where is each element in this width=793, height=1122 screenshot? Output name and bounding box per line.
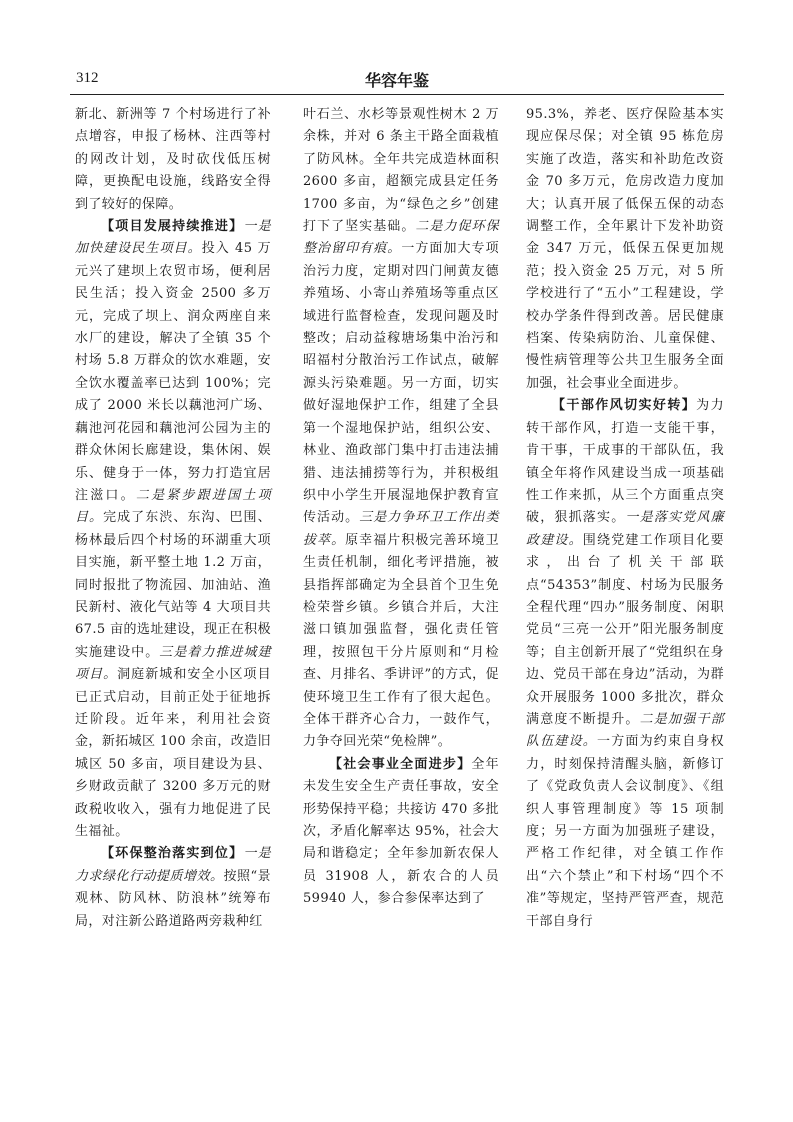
- paragraph-text: 完成了东渋、东沟、巴围、杨林最后四个村场的环湖重大项目实施，新平整土地 1.2 万亩，同时报批了物流园、加油站、渔民新村、液化气站等 4 大项目共 67.5 亩的选址建设，现正在积极实施建设中。: [75, 510, 271, 660]
- section-heading: 【干部作风切实好转】: [552, 398, 697, 414]
- paragraph-text: 按照“景观林、防风林、防浪林”统筹布局，对注新公路道路两旁栽种红: [75, 868, 272, 929]
- paragraph: [75, 104, 271, 216]
- page-header: [70, 66, 724, 92]
- paragraph-text: 洞庭新城和安全小区项目已正式启动，目前正处于征地拆迁阶段。近年来，利用社会资金，新拓城区 100 余亩，改造旧城区 50 多亩，项目建设为县、乡财政贡献了 3200 多万元的财政税收收入，强有力地促进了民生福祉。: [75, 667, 271, 839]
- text-column-2: [303, 104, 499, 911]
- paragraph-text: 叶石兰、水杉等景观性树木 2 万余株，并对 6 条主干路全面栽植了防风林。全年共完成造林面积 2600 多亩，超额完成县定任务 1700 多亩，为“绿色之乡”创建打下了坚实基础。: [303, 107, 499, 235]
- text-column-3: [526, 104, 724, 933]
- section-heading: 【环保整治落实到位】: [101, 846, 244, 862]
- emphasis-text: 二是加强干部队伍建设。: [526, 711, 725, 750]
- paragraph-text: 新北、新洲等 7 个村场进行了补点增容，申报了杨林、注西等村的网改计划，及时砍伐低压树障，更换配电设施，线路安全得到了较好的保障。: [75, 107, 271, 212]
- paragraph-text: 一方面加大专项治污力度，定期对四门闸黄友德养殖场、小寄山养殖场等重点区域进行监督检查，发现问题及时整改；启动益稼塘场集中治污和昭福村分散治污工作试点，破解源头污染难题。另一方面，切实做好湿地保护工作，组建了全县第一个湿地保护站，组织公安、林业、渔政部门集中打击违法捕猎、违法捕捞等行为，并积极组织中小学生开展湿地保护教育宣传活动。: [303, 241, 499, 526]
- emphasis-text: 一是落实党风廉政建设。: [526, 510, 724, 548]
- paragraph-text: 一方面为约束自身权力，时刻保持清醒头脑，新修订了《党政负责人会议制度》、《组织人事管理制度》等 15 项制度；另一方面为加强班子建设，严格工作纪律，对全镇工作作出“六个禁止”和下村场“四个不准”等规定，坚持严管严查，规范干部自身行: [526, 734, 724, 929]
- paragraph: [526, 104, 724, 395]
- emphasis-text: 三是力争环卫工作出类拔萃。: [303, 510, 499, 548]
- section-heading: 【社会事业全面进步】: [329, 756, 472, 772]
- paragraph-text: 围绕党建工作项目化要求，出台了机关干部联点“54353”制度、村场为民服务全程代理“四办”服务制度、闲职党员“三亮一公开”阳光服务制度等；自主创新开展了“党组织在身边、党员干部在身边”活动，为群众开展服务 1000 多批次，群众满意度不断提升。: [526, 532, 724, 727]
- paragraph-text: 原幸福片积极完善环境卫生责任机制，细化考评措施，被县指挥部确定为全县首个卫生免检荣誉乡镇。乡镇合并后，大注滋口镇加强监督，强化责任管理，按照包干分片原则和“月检查、月排名、季讲评”的方式，促使环境卫生工作有了很大起色。全体干群齐心合力，一鼓作气，力争夺回光荣“免检牌”。: [303, 532, 499, 750]
- emphasis-text: 一是力求绿化行动提质增效。: [75, 846, 271, 884]
- emphasis-text: 二是紧步跟进国土项目。: [75, 487, 271, 526]
- paragraph-text: 95.3%，养老、医疗保险基本实现应保尽保；对全镇 95 栋危房实施了改造，落实和补助危改资金 70 多万元，危房改造力度加大；认真开展了低保五保的动态调整工作，全年累计下发补助资金 347 万元，低保五保更加规范；投入资金 25 万元，对 5 所学校进行了“五小”工程建设，学校办学条件得到改善。居民健康档案、传染病防治、儿童保健、慢性病管理等公共卫生服务全面加强，社会事业全面进步。: [526, 107, 724, 391]
- header-divider: [70, 94, 724, 95]
- page-number: 312: [76, 70, 99, 86]
- paragraph-text: 为力转干部作风，打造一支能干事，肯干事，干成事的干部队伍，我镇全年将作风建设当成一项基础性工作来抓，从三个方面重点突破，狠抓落实。: [526, 398, 724, 526]
- paragraph-text: 投入 45 万元兴了建坝上农贸市场，便利居民生活；投入资金 2500 多万元，完成了坝上、润众两座自来水厂的建设，解决了全镇 35 个村场 5.8 万群众的饮水难题，安全饮水覆盖率已达到 100%；完成了 2000 米长以藕池河广场、藕池河花园和藕池河公园为主的群众休闲长廊建设，集休闲、娱乐、健身于一体，努力打造宜居注滋口。: [75, 241, 271, 503]
- paragraph: [303, 754, 499, 911]
- text-column-1: [75, 104, 271, 933]
- section-heading: 【项目发展持续推进】: [101, 219, 244, 235]
- emphasis-text: 三是着力推进城建项目。: [75, 644, 271, 683]
- emphasis-text: 一是加快建设民生项目。: [75, 219, 271, 257]
- paragraph-text: 全年未发生安全生产责任事故，安全形势保持平稳；共接访 470 多批次，矛盾化解率达 95%，社会大局和谐稳定；全年参加新农保人员 31908 人，新农合的人员 59940 人，参合参保率达到了: [303, 756, 499, 907]
- paragraph: [75, 216, 271, 843]
- emphasis-text: 二是力促环保整治留印有痕。: [303, 219, 500, 257]
- paragraph: [303, 104, 499, 754]
- paragraph: [526, 395, 724, 933]
- running-title: 华容年鉴: [364, 71, 429, 90]
- paragraph: [75, 843, 271, 933]
